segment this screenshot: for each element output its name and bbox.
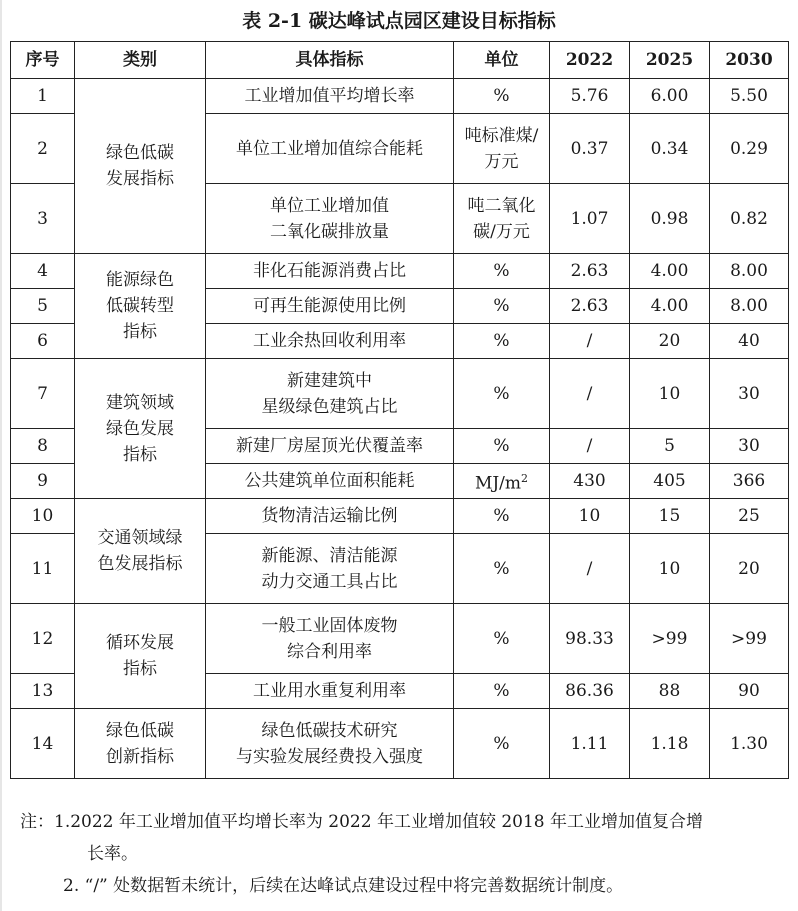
value-2030: 366 xyxy=(710,464,789,499)
value-2022: / xyxy=(550,534,630,604)
left-margin-bar xyxy=(0,0,2,911)
value-2030: 8.00 xyxy=(710,289,789,324)
value-2022: 2.63 xyxy=(550,289,630,324)
value-2025: 4.00 xyxy=(630,254,710,289)
value-2030: 5.50 xyxy=(710,79,789,114)
header-2030: 2030 xyxy=(710,42,789,79)
value-2022: 2.63 xyxy=(550,254,630,289)
unit-cell: % xyxy=(454,499,550,534)
row-number: 4 xyxy=(11,254,75,289)
row-number: 5 xyxy=(11,289,75,324)
row-number: 1 xyxy=(11,79,75,114)
table-row xyxy=(11,499,789,534)
value-2025: 10 xyxy=(630,359,710,429)
value-2022: 86.36 xyxy=(550,674,630,709)
category-cell: 交通领域绿 色发展指标 xyxy=(75,499,206,604)
category-cell: 绿色低碳 创新指标 xyxy=(75,709,206,779)
unit-cell: % xyxy=(454,324,550,359)
value-2025: 15 xyxy=(630,499,710,534)
table-notes xyxy=(20,806,788,902)
value-2030: 20 xyxy=(710,534,789,604)
value-2025: 1.18 xyxy=(630,709,710,779)
target-indicators-table xyxy=(10,41,789,779)
value-2022: 10 xyxy=(550,499,630,534)
value-2030: 0.82 xyxy=(710,184,789,254)
unit-cell: 吨标准煤/ 万元 xyxy=(454,114,550,184)
row-number: 11 xyxy=(11,534,75,604)
category-cell: 建筑领域 绿色发展 指标 xyxy=(75,359,206,499)
unit-cell xyxy=(454,464,550,499)
value-2022: 430 xyxy=(550,464,630,499)
header-2022: 2022 xyxy=(550,42,630,79)
indicator-cell: 工业余热回收利用率 xyxy=(206,324,454,359)
row-number: 2 xyxy=(11,114,75,184)
row-number: 8 xyxy=(11,429,75,464)
value-2025: 5 xyxy=(630,429,710,464)
unit-cell: % xyxy=(454,254,550,289)
value-2030: 1.30 xyxy=(710,709,789,779)
indicator-cell: 非化石能源消费占比 xyxy=(206,254,454,289)
table-row xyxy=(11,254,789,289)
value-2030: 25 xyxy=(710,499,789,534)
header-row xyxy=(11,42,789,79)
indicator-cell: 单位工业增加值 二氧化碳排放量 xyxy=(206,184,454,254)
indicator-cell: 绿色低碳技术研究 与实验发展经费投入强度 xyxy=(206,709,454,779)
value-2022: 1.07 xyxy=(550,184,630,254)
unit-base: MJ/m xyxy=(474,473,522,494)
unit-cell: % xyxy=(454,674,550,709)
value-2022: 1.11 xyxy=(550,709,630,779)
table-row xyxy=(11,709,789,779)
value-2030: 8.00 xyxy=(710,254,789,289)
value-2030: >99 xyxy=(710,604,789,674)
value-2025: 10 xyxy=(630,534,710,604)
row-number: 7 xyxy=(11,359,75,429)
indicator-cell: 一般工业固体废物 综合利用率 xyxy=(206,604,454,674)
table-row xyxy=(11,79,789,114)
value-2025: 6.00 xyxy=(630,79,710,114)
row-number: 9 xyxy=(11,464,75,499)
note-2: 2. “/” 处数据暂未统计，后续在达峰试点建设过程中将完善数据统计制度。 xyxy=(63,876,624,896)
value-2030: 90 xyxy=(710,674,789,709)
header-unit: 单位 xyxy=(454,42,550,79)
category-cell: 绿色低碳 发展指标 xyxy=(75,79,206,254)
value-2030: 30 xyxy=(710,429,789,464)
value-2025: 4.00 xyxy=(630,289,710,324)
row-number: 12 xyxy=(11,604,75,674)
indicator-cell: 工业用水重复利用率 xyxy=(206,674,454,709)
indicator-cell: 新能源、清洁能源 动力交通工具占比 xyxy=(206,534,454,604)
value-2025: 20 xyxy=(630,324,710,359)
category-cell: 循环发展 指标 xyxy=(75,604,206,709)
value-2022: 5.76 xyxy=(550,79,630,114)
header-category: 类别 xyxy=(75,42,206,79)
indicator-cell: 新建建筑中 星级绿色建筑占比 xyxy=(206,359,454,429)
unit-cell: 吨二氧化 碳/万元 xyxy=(454,184,550,254)
value-2025: 88 xyxy=(630,674,710,709)
table-row xyxy=(11,359,789,429)
row-number: 3 xyxy=(11,184,75,254)
unit-cell: % xyxy=(454,604,550,674)
unit-superscript: 2 xyxy=(521,471,529,485)
value-2022: / xyxy=(550,359,630,429)
note-1-line-1: 注：1.2022 年工业增加值平均增长率为 2022 年工业增加值较 2018 年工业增加值复合增 xyxy=(20,812,704,832)
value-2022: 98.33 xyxy=(550,604,630,674)
unit-cell: % xyxy=(454,709,550,779)
value-2030: 40 xyxy=(710,324,789,359)
value-2025: 405 xyxy=(630,464,710,499)
unit-cell: % xyxy=(454,79,550,114)
header-no: 序号 xyxy=(11,42,75,79)
value-2022: / xyxy=(550,429,630,464)
value-2030: 30 xyxy=(710,359,789,429)
indicator-cell: 可再生能源使用比例 xyxy=(206,289,454,324)
indicator-cell: 公共建筑单位面积能耗 xyxy=(206,464,454,499)
row-number: 6 xyxy=(11,324,75,359)
unit-cell: % xyxy=(454,429,550,464)
header-2025: 2025 xyxy=(630,42,710,79)
note-1-line-2: 长率。 xyxy=(87,844,138,864)
row-number: 13 xyxy=(11,674,75,709)
indicator-cell: 货物清洁运输比例 xyxy=(206,499,454,534)
table-title: 表 2-1 碳达峰试点园区建设目标指标 xyxy=(242,10,556,32)
category-cell: 能源绿色 低碳转型 指标 xyxy=(75,254,206,359)
value-2030: 0.29 xyxy=(710,114,789,184)
row-number: 10 xyxy=(11,499,75,534)
value-2022: 0.37 xyxy=(550,114,630,184)
value-2025: 0.34 xyxy=(630,114,710,184)
unit-cell: % xyxy=(454,289,550,324)
value-2022: / xyxy=(550,324,630,359)
value-2025: >99 xyxy=(630,604,710,674)
table-row xyxy=(11,604,789,674)
unit-cell: % xyxy=(454,534,550,604)
unit-cell: % xyxy=(454,359,550,429)
indicator-cell: 工业增加值平均增长率 xyxy=(206,79,454,114)
value-2025: 0.98 xyxy=(630,184,710,254)
row-number: 14 xyxy=(11,709,75,779)
indicator-cell: 新建厂房屋顶光伏覆盖率 xyxy=(206,429,454,464)
indicator-cell: 单位工业增加值综合能耗 xyxy=(206,114,454,184)
header-indicator: 具体指标 xyxy=(206,42,454,79)
